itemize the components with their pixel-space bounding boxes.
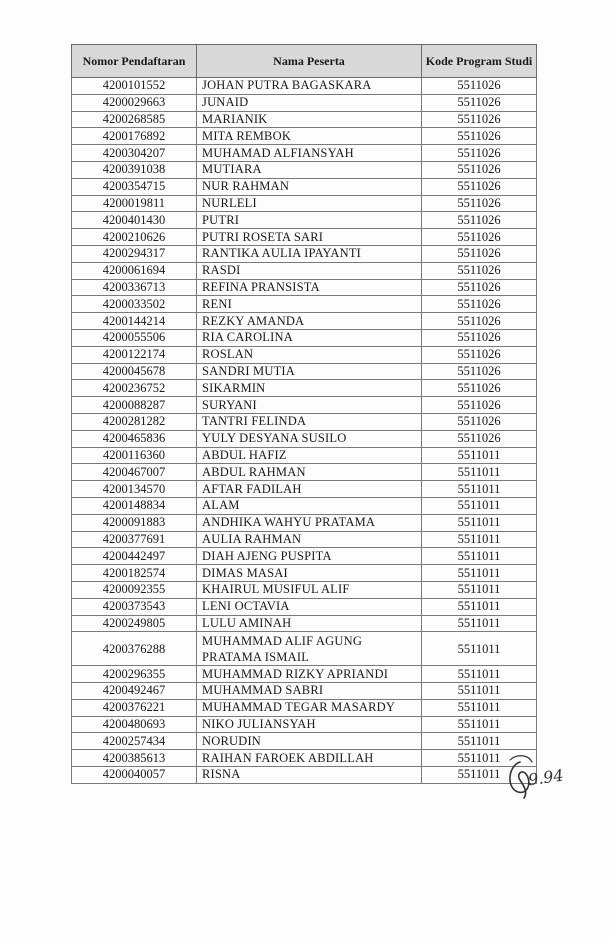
cell-kode-program-studi: 5511011 xyxy=(422,683,537,700)
table-row xyxy=(72,279,537,296)
cell-kode-program-studi: 5511011 xyxy=(422,767,537,784)
table-row xyxy=(72,111,537,128)
cell-nama-peserta: JOHAN PUTRA BAGASKARA xyxy=(197,78,422,95)
cell-nama-peserta: AFTAR FADILAH xyxy=(197,481,422,498)
header-nomor-pendaftaran: Nomor Pendaftaran xyxy=(72,45,197,78)
cell-nomor-pendaftaran: 4200465836 xyxy=(72,430,197,447)
cell-nomor-pendaftaran: 4200092355 xyxy=(72,581,197,598)
cell-nama-peserta: PUTRI ROSETA SARI xyxy=(197,229,422,246)
cell-kode-program-studi: 5511026 xyxy=(422,380,537,397)
cell-nomor-pendaftaran: 4200176892 xyxy=(72,128,197,145)
table-row xyxy=(72,750,537,767)
cell-nama-peserta: KHAIRUL MUSIFUL ALIF xyxy=(197,581,422,598)
cell-nama-peserta: MUHAMMAD ALIF AGUNG PRATAMA ISMAIL xyxy=(197,632,422,666)
table-row xyxy=(72,767,537,784)
table-row xyxy=(72,615,537,632)
cell-nama-peserta: ABDUL RAHMAN xyxy=(197,464,422,481)
table-row xyxy=(72,514,537,531)
cell-kode-program-studi: 5511011 xyxy=(422,497,537,514)
table-row xyxy=(72,464,537,481)
cell-kode-program-studi: 5511011 xyxy=(422,581,537,598)
table-row xyxy=(72,632,537,666)
cell-kode-program-studi: 5511026 xyxy=(422,430,537,447)
cell-kode-program-studi: 5511011 xyxy=(422,565,537,582)
cell-kode-program-studi: 5511011 xyxy=(422,464,537,481)
cell-nama-peserta: MUHAMAD ALFIANSYAH xyxy=(197,145,422,162)
table-row xyxy=(72,531,537,548)
table-row xyxy=(72,94,537,111)
cell-nomor-pendaftaran: 4200061694 xyxy=(72,262,197,279)
cell-nomor-pendaftaran: 4200033502 xyxy=(72,296,197,313)
table-header xyxy=(72,45,537,78)
cell-nomor-pendaftaran: 4200116360 xyxy=(72,447,197,464)
header-kode-program-studi: Kode Program Studi xyxy=(422,45,537,78)
cell-nomor-pendaftaran: 4200088287 xyxy=(72,397,197,414)
cell-kode-program-studi: 5511011 xyxy=(422,598,537,615)
cell-kode-program-studi: 5511026 xyxy=(422,128,537,145)
table-row xyxy=(72,716,537,733)
table-row xyxy=(72,195,537,212)
cell-kode-program-studi: 5511026 xyxy=(422,229,537,246)
cell-kode-program-studi: 5511026 xyxy=(422,279,537,296)
cell-nomor-pendaftaran: 4200296355 xyxy=(72,666,197,683)
cell-nama-peserta: REZKY AMANDA xyxy=(197,313,422,330)
cell-kode-program-studi: 5511026 xyxy=(422,245,537,262)
table-row xyxy=(72,497,537,514)
cell-kode-program-studi: 5511026 xyxy=(422,329,537,346)
cell-nama-peserta: AULIA RAHMAN xyxy=(197,531,422,548)
cell-kode-program-studi: 5511011 xyxy=(422,615,537,632)
cell-nama-peserta: PUTRI xyxy=(197,212,422,229)
header-nama-peserta: Nama Peserta xyxy=(197,45,422,78)
cell-kode-program-studi: 5511026 xyxy=(422,346,537,363)
cell-nama-peserta: REFINA PRANSISTA xyxy=(197,279,422,296)
table-row xyxy=(72,699,537,716)
cell-nomor-pendaftaran: 4200249805 xyxy=(72,615,197,632)
cell-nama-peserta: RASDI xyxy=(197,262,422,279)
table-row xyxy=(72,212,537,229)
cell-nomor-pendaftaran: 4200336713 xyxy=(72,279,197,296)
table-row xyxy=(72,296,537,313)
cell-nama-peserta: YULY DESYANA SUSILO xyxy=(197,430,422,447)
cell-nama-peserta: MUHAMMAD TEGAR MASARDY xyxy=(197,699,422,716)
cell-nama-peserta: MUHAMMAD SABRI xyxy=(197,683,422,700)
cell-kode-program-studi: 5511026 xyxy=(422,363,537,380)
cell-nomor-pendaftaran: 4200257434 xyxy=(72,733,197,750)
cell-nomor-pendaftaran: 4200385613 xyxy=(72,750,197,767)
cell-nama-peserta: LULU AMINAH xyxy=(197,615,422,632)
cell-kode-program-studi: 5511026 xyxy=(422,145,537,162)
cell-nomor-pendaftaran: 4200210626 xyxy=(72,229,197,246)
table-row xyxy=(72,683,537,700)
cell-nama-peserta: RENI xyxy=(197,296,422,313)
cell-nomor-pendaftaran: 4200101552 xyxy=(72,78,197,95)
table-row xyxy=(72,329,537,346)
table-row xyxy=(72,666,537,683)
cell-kode-program-studi: 5511011 xyxy=(422,733,537,750)
table-row xyxy=(72,178,537,195)
table-row xyxy=(72,346,537,363)
cell-nama-peserta: RAIHAN FAROEK ABDILLAH xyxy=(197,750,422,767)
table-row xyxy=(72,481,537,498)
cell-nomor-pendaftaran: 4200182574 xyxy=(72,565,197,582)
cell-nama-peserta: SIKARMIN xyxy=(197,380,422,397)
cell-kode-program-studi: 5511011 xyxy=(422,447,537,464)
cell-kode-program-studi: 5511011 xyxy=(422,531,537,548)
table-row xyxy=(72,548,537,565)
cell-kode-program-studi: 5511026 xyxy=(422,296,537,313)
table-row xyxy=(72,161,537,178)
cell-nama-peserta: MUTIARA xyxy=(197,161,422,178)
table-body xyxy=(72,78,537,784)
cell-nama-peserta: RANTIKA AULIA IPAYANTI xyxy=(197,245,422,262)
cell-nama-peserta: SURYANI xyxy=(197,397,422,414)
cell-nama-peserta: RIA CAROLINA xyxy=(197,329,422,346)
cell-nomor-pendaftaran: 4200492467 xyxy=(72,683,197,700)
cell-nomor-pendaftaran: 4200019811 xyxy=(72,195,197,212)
cell-nomor-pendaftaran: 4200281282 xyxy=(72,413,197,430)
table-row xyxy=(72,313,537,330)
cell-nomor-pendaftaran: 4200376288 xyxy=(72,632,197,666)
cell-nomor-pendaftaran: 4200122174 xyxy=(72,346,197,363)
cell-nama-peserta: NORUDIN xyxy=(197,733,422,750)
cell-nomor-pendaftaran: 4200236752 xyxy=(72,380,197,397)
cell-kode-program-studi: 5511026 xyxy=(422,195,537,212)
signature-initials: 9.94 xyxy=(526,765,565,790)
cell-nomor-pendaftaran: 4200391038 xyxy=(72,161,197,178)
table-row xyxy=(72,363,537,380)
cell-kode-program-studi: 5511026 xyxy=(422,111,537,128)
cell-kode-program-studi: 5511011 xyxy=(422,481,537,498)
table-row xyxy=(72,145,537,162)
cell-nomor-pendaftaran: 4200376221 xyxy=(72,699,197,716)
cell-nama-peserta: DIMAS MASAI xyxy=(197,565,422,582)
table-row xyxy=(72,229,537,246)
table-row xyxy=(72,128,537,145)
cell-nama-peserta: LENI OCTAVIA xyxy=(197,598,422,615)
cell-kode-program-studi: 5511011 xyxy=(422,699,537,716)
cell-kode-program-studi: 5511026 xyxy=(422,161,537,178)
cell-nama-peserta: NUR RAHMAN xyxy=(197,178,422,195)
cell-nomor-pendaftaran: 4200480693 xyxy=(72,716,197,733)
table-row xyxy=(72,262,537,279)
cell-kode-program-studi: 5511026 xyxy=(422,397,537,414)
cell-kode-program-studi: 5511026 xyxy=(422,78,537,95)
cell-nomor-pendaftaran: 4200294317 xyxy=(72,245,197,262)
table-row xyxy=(72,565,537,582)
cell-nomor-pendaftaran: 4200055506 xyxy=(72,329,197,346)
cell-nomor-pendaftaran: 4200268585 xyxy=(72,111,197,128)
cell-nama-peserta: RISNA xyxy=(197,767,422,784)
table-row xyxy=(72,397,537,414)
cell-nama-peserta: ANDHIKA WAHYU PRATAMA xyxy=(197,514,422,531)
cell-nomor-pendaftaran: 4200144214 xyxy=(72,313,197,330)
cell-nama-peserta: JUNAID xyxy=(197,94,422,111)
cell-nomor-pendaftaran: 4200377691 xyxy=(72,531,197,548)
table-row xyxy=(72,78,537,95)
cell-kode-program-studi: 5511026 xyxy=(422,313,537,330)
table-row xyxy=(72,733,537,750)
cell-nomor-pendaftaran: 4200091883 xyxy=(72,514,197,531)
cell-kode-program-studi: 5511026 xyxy=(422,262,537,279)
cell-nama-peserta: ALAM xyxy=(197,497,422,514)
cell-kode-program-studi: 5511011 xyxy=(422,548,537,565)
cell-kode-program-studi: 5511011 xyxy=(422,666,537,683)
cell-nama-peserta: NIKO JULIANSYAH xyxy=(197,716,422,733)
cell-kode-program-studi: 5511011 xyxy=(422,514,537,531)
cell-nama-peserta: MITA REMBOK xyxy=(197,128,422,145)
cell-nama-peserta: ROSLAN xyxy=(197,346,422,363)
cell-kode-program-studi: 5511026 xyxy=(422,413,537,430)
table-row xyxy=(72,245,537,262)
cell-kode-program-studi: 5511011 xyxy=(422,716,537,733)
cell-nama-peserta: MARIANIK xyxy=(197,111,422,128)
cell-nomor-pendaftaran: 4200148834 xyxy=(72,497,197,514)
cell-nama-peserta: TANTRI FELINDA xyxy=(197,413,422,430)
cell-kode-program-studi: 5511026 xyxy=(422,212,537,229)
cell-nama-peserta: DIAH AJENG PUSPITA xyxy=(197,548,422,565)
cell-nama-peserta: SANDRI MUTIA xyxy=(197,363,422,380)
cell-nomor-pendaftaran: 4200467007 xyxy=(72,464,197,481)
cell-nomor-pendaftaran: 4200040057 xyxy=(72,767,197,784)
cell-kode-program-studi: 5511026 xyxy=(422,94,537,111)
cell-nomor-pendaftaran: 4200442497 xyxy=(72,548,197,565)
cell-nama-peserta: ABDUL HAFIZ xyxy=(197,447,422,464)
cell-nomor-pendaftaran: 4200134570 xyxy=(72,481,197,498)
cell-nomor-pendaftaran: 4200354715 xyxy=(72,178,197,195)
table-row xyxy=(72,598,537,615)
cell-nomor-pendaftaran: 4200029663 xyxy=(72,94,197,111)
table-row xyxy=(72,430,537,447)
cell-nama-peserta: NURLELI xyxy=(197,195,422,212)
cell-nama-peserta: MUHAMMAD RIZKY APRIANDI xyxy=(197,666,422,683)
cell-nomor-pendaftaran: 4200304207 xyxy=(72,145,197,162)
cell-kode-program-studi: 5511026 xyxy=(422,178,537,195)
cell-kode-program-studi: 5511011 xyxy=(422,750,537,767)
cell-kode-program-studi: 5511011 xyxy=(422,632,537,666)
table-row xyxy=(72,380,537,397)
table-row xyxy=(72,447,537,464)
table-row xyxy=(72,581,537,598)
table-row xyxy=(72,413,537,430)
cell-nomor-pendaftaran: 4200045678 xyxy=(72,363,197,380)
cell-nomor-pendaftaran: 4200373543 xyxy=(72,598,197,615)
participant-table xyxy=(71,44,537,784)
cell-nomor-pendaftaran: 4200401430 xyxy=(72,212,197,229)
